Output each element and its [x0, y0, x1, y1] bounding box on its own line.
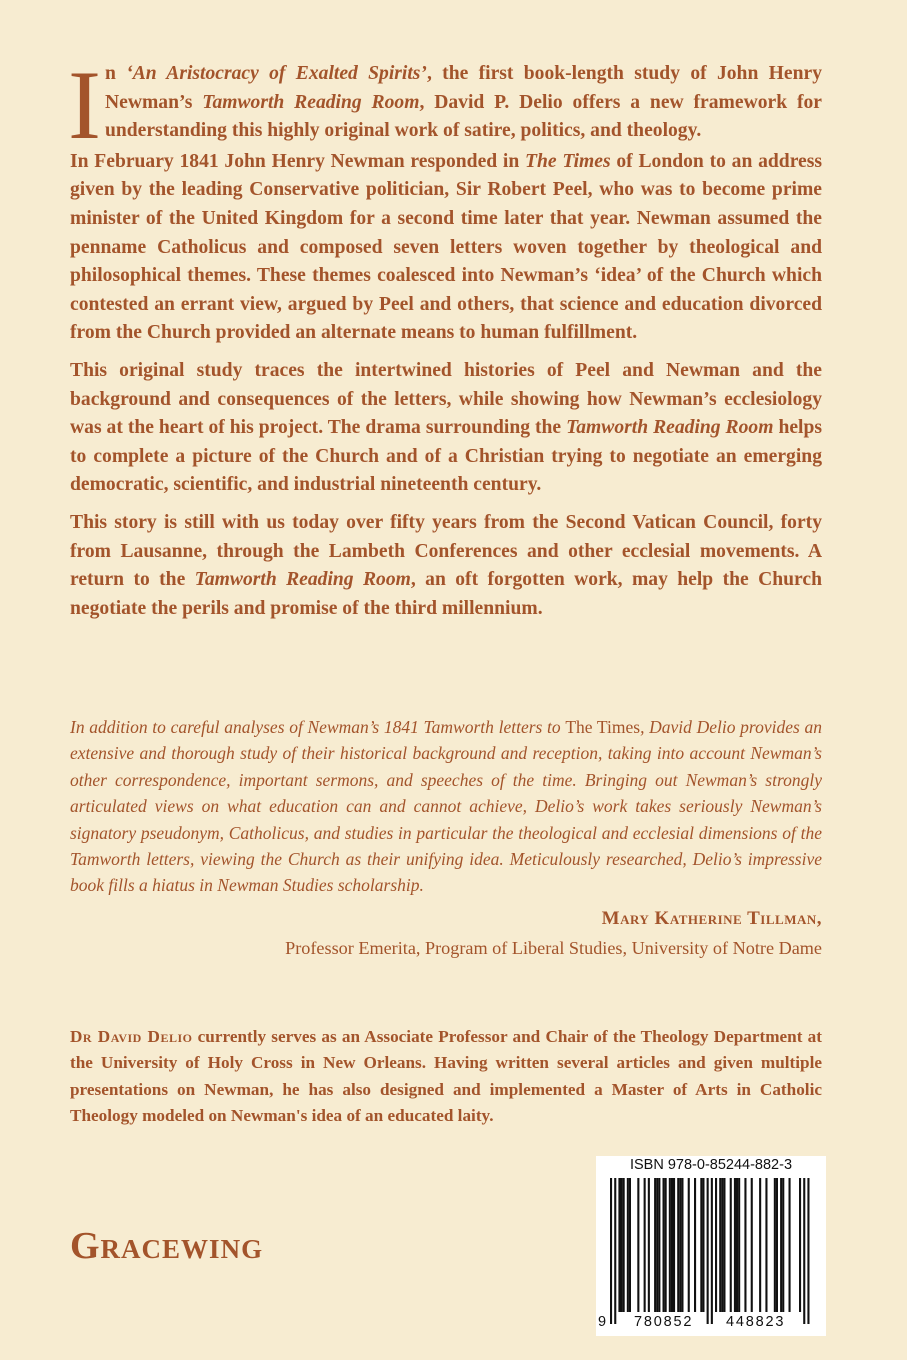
- barcode-bar: [665, 1178, 667, 1312]
- barcode-bar: [715, 1178, 717, 1312]
- blurb-paragraph-4: This story is still with us today over fifty years from the Second Vatican Council, forty from Lausanne, through the Lambeth Conferences and other ecclesial movements. A return to the Tamworth Reading Room, an oft forgotten work, may help the Church negotiate the perils and promise of the third millennium.: [70, 511, 822, 619]
- publisher-logo: Gracewing: [70, 1225, 264, 1267]
- barcode-bar: [629, 1178, 631, 1312]
- barcode-bar: [694, 1178, 696, 1312]
- barcode-bar: [673, 1178, 675, 1312]
- barcode-bar: [610, 1178, 612, 1324]
- barcode-bar: [744, 1178, 746, 1312]
- barcode-bar: [807, 1178, 809, 1324]
- barcode-bar: [719, 1178, 721, 1312]
- ean-left-digits: 780852: [634, 1314, 694, 1330]
- barcode-bar: [648, 1178, 650, 1312]
- book-title: ‘An Aristocracy of Exalted Spirits’: [126, 63, 427, 84]
- ean-right-digits: 448823: [726, 1314, 786, 1330]
- barcode-bar: [644, 1178, 646, 1312]
- barcode-bar: [700, 1178, 702, 1312]
- barcode-bar: [723, 1178, 725, 1312]
- barcode-bar: [654, 1178, 656, 1312]
- blurb-text: [68, 51, 823, 632]
- barcode-bar: [734, 1178, 736, 1312]
- barcode-bar: [774, 1178, 776, 1312]
- barcode-bar: [776, 1178, 778, 1312]
- barcode-bar: [765, 1178, 767, 1312]
- barcode-bar: [738, 1178, 740, 1312]
- barcode-bar: [663, 1178, 665, 1312]
- blurb-paragraph-3: This original study traces the intertwined histories of Peel and Newman and the background and consequences of the letters, while showing how Newman’s ecclesiology was at the heart of his project. The drama surrounding the Tamworth Reading Room helps to complete a picture of the Church and of a Christian trying to negotiate an emerging democratic, scientific, and industrial nineteenth century.: [70, 359, 822, 496]
- barcode-bar: [658, 1178, 660, 1312]
- barcode-bar: [621, 1178, 623, 1312]
- barcode-bars: [610, 1178, 812, 1328]
- barcode-bar: [730, 1178, 732, 1312]
- author-bio: Dr David Delio currently serves as an Associate Professor and Chair of the Theology Department at the University of Holy Cross in New Orleans. Having written several articles and given multiple presentations on Newman, he has also designed and implemented a Master of Arts in Catholic Theology modeled on Newman's idea of an educated laity.: [70, 1027, 822, 1126]
- barcode-bar: [711, 1178, 713, 1324]
- isbn-label: ISBN 978-0-85244-882-3: [629, 1157, 793, 1173]
- isbn-barcode: [596, 1156, 826, 1336]
- barcode-bar: [681, 1178, 683, 1312]
- barcode-bar: [671, 1178, 673, 1312]
- barcode-bar: [751, 1178, 753, 1312]
- barcode-bar: [736, 1178, 738, 1312]
- barcode-bar: [782, 1178, 784, 1312]
- blurb-paragraph-1: In ‘An Aristocracy of Exalted Spirits’, the first book-length study of John Henry Newman’s Tamworth Reading Room, David P. Delio offers a new framework for understanding this highly original work of satire, politics, and theology.: [68, 51, 823, 160]
- barcode-bar: [623, 1178, 625, 1312]
- barcode-bar: [721, 1178, 723, 1312]
- blurb-paragraph-2: In February 1841 John Henry Newman responded in The Times of London to an address given by the leading Conservative politician, Sir Robert Peel, who was to become prime minister of the United Kingdom for a second time later that year. Newman assumed the penname Catholicus and composed seven letters woven together by theological and philosophical themes. These themes coalesced into Newman’s ‘idea’ of the Church which contested an errant view, argued by Peel and others, that science and education divorced from the Church provided an alternate means to human fulfillment.: [70, 150, 822, 344]
- barcode-bar: [780, 1178, 782, 1312]
- barcode-bar: [614, 1178, 616, 1324]
- barcode-bar: [677, 1178, 679, 1312]
- barcode-bar: [627, 1178, 629, 1312]
- barcode-bar: [759, 1178, 761, 1312]
- barcode-bar: [669, 1178, 671, 1312]
- barcode-bar: [707, 1178, 709, 1324]
- barcode-bar: [679, 1178, 681, 1312]
- endorsement-quote: In addition to careful analyses of Newman’s 1841 Tamworth letters to The Times, David Delio provides an extensive and thorough study of their historical background and reception, taking into account Newman’s other correspondence, important sermons, and speeches of the time. Bringing out Newman’s strongly articulated views on what education can and cannot achieve, Delio’s work takes seriously Newman’s signatory pseudonym, Catholicus, and studies in particular the theological and ecclesial dimensions of the Tamworth letters, viewing the Church as their unifying idea. Meticulously researched, Delio’s impressive book fills a hiatus in Newman Studies scholarship.: [70, 717, 822, 896]
- barcode-bar: [688, 1178, 690, 1312]
- barcode-bar: [799, 1178, 801, 1312]
- drop-cap: I: [68, 51, 101, 160]
- endorser-name: Mary Katherine Tillman,: [601, 908, 822, 929]
- barcode-bar: [702, 1178, 704, 1312]
- barcode-bar: [637, 1178, 639, 1312]
- barcode-bar: [618, 1178, 620, 1312]
- barcode-bar: [803, 1178, 805, 1324]
- endorser-affiliation: Professor Emerita, Program of Liberal Studies, University of Notre Dame: [285, 938, 822, 958]
- barcode-bar: [656, 1178, 658, 1312]
- ean-first-digit: 9: [598, 1314, 607, 1330]
- author-name: Dr David Delio: [70, 1027, 193, 1046]
- barcode-bar: [789, 1178, 791, 1312]
